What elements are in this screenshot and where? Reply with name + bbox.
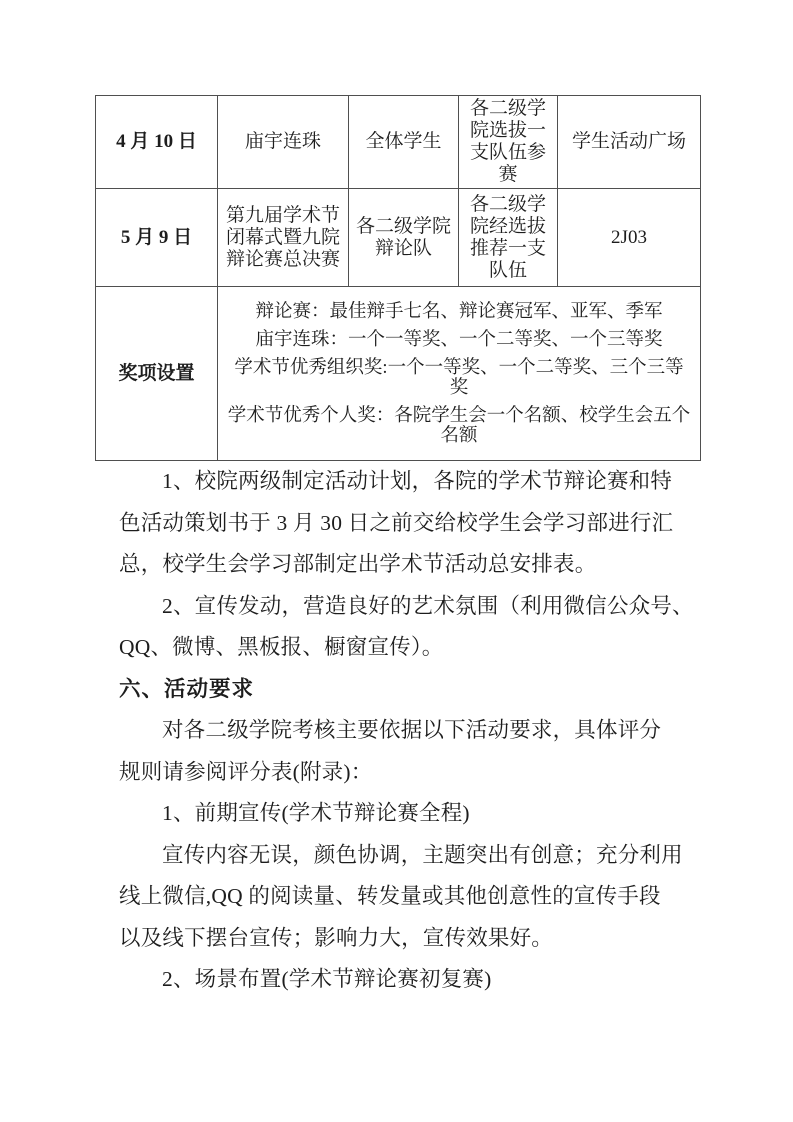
schedule-awards-table [95,95,701,461]
requirement-text-2: 各二级学院经选拔推荐一支队伍 [470,193,547,281]
body-line: 1、校院两级制定活动计划，各院的学术节辩论赛和特 [162,469,673,493]
cell-date-1: 4 月 10 日 [96,96,218,189]
cell-awards-label: 奖项设置 [96,287,218,461]
award-item-organization [222,358,696,398]
cell-participants-1: 全体学生 [349,96,459,189]
body-line: 2、场景布置(学术节辩论赛初复赛) [162,967,492,991]
award-item-miaoyu [222,330,696,350]
award-item-debate [222,302,696,322]
body-line: 色活动策划书于 3 月 30 日之前交给校学生会学习部进行汇 [119,510,674,535]
body-line: 1、前期宣传(学术节辩论赛全程) [162,801,470,825]
cell-activity-2 [218,189,349,287]
award-item-individual [222,406,696,446]
cell-location-2: 2J03 [558,189,701,287]
body-line: 规则请参阅评分表(附录)： [119,759,373,784]
award-line: 奖 [449,377,469,398]
body-line: 总，校学生会学习部制定出学术节活动总安排表。 [119,552,597,576]
table-row-may [96,189,701,287]
activity-text-2: 第九届学术节闭幕式暨九院辩论赛总决赛 [226,204,341,270]
cell-participants-2 [349,189,459,287]
requirement-text-1: 各二级学院选拔一支队伍参赛 [470,98,547,185]
award-line: 学术节优秀个人奖：各院学生会一个名额、校学生会五个 [227,405,691,426]
body-line: 对各二级学院考核主要依据以下活动要求，具体评分 [162,718,662,742]
body-line: 线上微信,QQ 的阅读量、转发量或其他创意性的宣传手段 [119,884,661,908]
award-line: 名额 [440,425,478,446]
cell-awards-content [218,287,701,461]
table-row-april [96,96,701,189]
table-row-awards [96,287,701,461]
body-line: 以及线下摆台宣传；影响力大，宣传效果好。 [119,925,554,950]
body-line: 宣传内容无误，颜色协调，主题突出有创意；充分利用 [162,842,683,867]
participants-text-2: 各二级学院辩论队 [356,215,452,259]
cell-requirement-1 [459,96,558,189]
award-line: 庙宇连珠：一个一等奖、一个二等奖、一个三等奖 [255,329,663,350]
award-line: 辩论赛：最佳辩手七名、辩论赛冠军、亚军、季军 [255,301,663,322]
section-heading: 六、活动要求 [119,676,255,701]
award-line: 学术节优秀组织奖:一个一等奖、一个二等奖、三个三等 [234,357,684,378]
cell-requirement-2 [459,189,558,287]
cell-date-2: 5 月 9 日 [96,189,218,287]
body-line: 2、宣传发动，营造良好的艺术氛围（利用微信公众号、 [162,593,694,618]
cell-location-1: 学生活动广场 [558,96,701,189]
document-body [119,461,694,1001]
cell-activity-1: 庙宇连珠 [218,96,349,189]
body-line: QQ、微博、黑板报、橱窗宣传）。 [119,635,444,659]
